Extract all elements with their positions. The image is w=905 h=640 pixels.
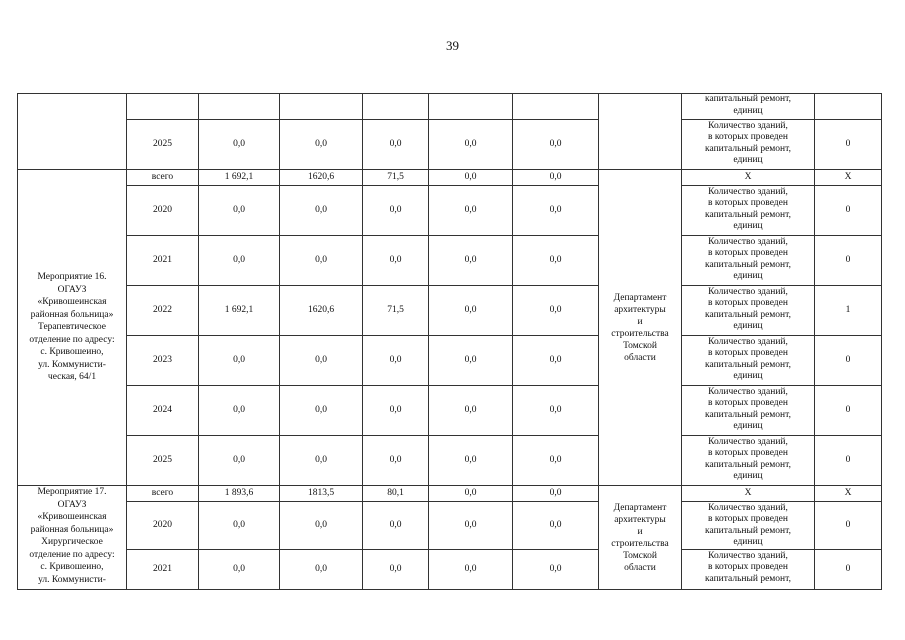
indicator-text: Количество зданий, в которых проведен капитальный ремонт, единиц (705, 120, 791, 165)
value-cell: 0,0 (513, 386, 599, 436)
indicator-text: Количество зданий, в которых проведен капитальный ремонт, единиц (705, 502, 791, 547)
target-cell: 1 (815, 286, 882, 336)
value-cell (199, 94, 280, 120)
indicator-text: Количество зданий, в которых проведен капитальный ремонт, единиц (705, 186, 791, 231)
program-table (17, 93, 882, 590)
department-cell-empty (599, 94, 682, 170)
value-cell: 0,0 (280, 236, 363, 286)
activity-17-title: Мероприятие 17. ОГАУЗ «Кривошеинская районная больница» Хирургическое отделение по адресу: с. Кривошеино, ул. Коммунисти- (18, 486, 127, 590)
value-cell: 0,0 (363, 502, 429, 550)
indicator-cell (682, 186, 815, 236)
value-cell: 0,0 (429, 486, 513, 502)
value-cell (280, 94, 363, 120)
value-cell: 0,0 (513, 550, 599, 590)
table-row (18, 550, 882, 590)
value-cell: 0,0 (429, 286, 513, 336)
value-cell: 0,0 (363, 186, 429, 236)
target-cell: 0 (815, 336, 882, 386)
indicator-text: Количество зданий, в которых проведен капитальный ремонт, единиц (705, 336, 791, 381)
year-cell: 2025 (127, 120, 199, 170)
value-cell: 1 893,6 (199, 486, 280, 502)
target-cell: 0 (815, 236, 882, 286)
activity-cell-empty (18, 94, 127, 170)
target-cell: X (815, 486, 882, 502)
value-cell (513, 94, 599, 120)
indicator-cell (682, 94, 815, 120)
value-cell: 0,0 (199, 386, 280, 436)
value-cell: 0,0 (429, 436, 513, 486)
year-cell: 2020 (127, 186, 199, 236)
value-cell: 1620,6 (280, 170, 363, 186)
table-row (18, 236, 882, 286)
indicator-cell (682, 386, 815, 436)
value-cell: 0,0 (513, 502, 599, 550)
value-cell: 0,0 (199, 120, 280, 170)
indicator-text: Количество зданий, в которых проведен капитальный ремонт, (705, 550, 791, 584)
value-cell: 0,0 (363, 236, 429, 286)
target-cell: 0 (815, 436, 882, 486)
indicator-text: Количество зданий, в которых проведен капитальный ремонт, единиц (705, 386, 791, 431)
value-cell: 0,0 (280, 386, 363, 436)
indicator-cell (682, 550, 815, 590)
indicator-text: Количество зданий, в которых проведен капитальный ремонт, единиц (705, 236, 791, 281)
indicator-text: Количество зданий, в которых проведен капитальный ремонт, единиц (705, 436, 791, 481)
value-cell: 0,0 (513, 336, 599, 386)
indicator-text: капитальный ремонт, единиц (705, 94, 791, 116)
value-cell: 0,0 (199, 550, 280, 590)
value-cell: 0,0 (429, 236, 513, 286)
target-cell (815, 94, 882, 120)
table-row (18, 120, 882, 170)
indicator-cell (682, 502, 815, 550)
year-cell: 2021 (127, 236, 199, 286)
indicator-cell (682, 236, 815, 286)
value-cell: 0,0 (429, 550, 513, 590)
value-cell: 0,0 (429, 502, 513, 550)
page-number: 39 (446, 38, 459, 53)
indicator-cell (682, 286, 815, 336)
value-cell: 0,0 (429, 170, 513, 186)
value-cell: 0,0 (363, 336, 429, 386)
year-cell: 2022 (127, 286, 199, 336)
activity-16-title: Мероприятие 16. ОГАУЗ «Кривошеинская районная больница» Терапевтическое отделение по адресу: с. Кривошеино, ул. Коммунисти- ческая, 64/1 (18, 170, 127, 486)
value-cell: 0,0 (363, 120, 429, 170)
value-cell: 0,0 (280, 120, 363, 170)
value-cell: 0,0 (280, 550, 363, 590)
value-cell: 0,0 (513, 486, 599, 502)
table-row-total (18, 486, 882, 502)
year-cell: всего (127, 486, 199, 502)
value-cell: 71,5 (363, 170, 429, 186)
value-cell: 0,0 (199, 436, 280, 486)
value-cell: 0,0 (363, 436, 429, 486)
year-cell (127, 94, 199, 120)
table-row-total (18, 170, 882, 186)
value-cell: 1 692,1 (199, 286, 280, 336)
value-cell: 0,0 (513, 170, 599, 186)
table-row (18, 186, 882, 236)
table-row (18, 386, 882, 436)
target-cell: 0 (815, 186, 882, 236)
year-cell: 2023 (127, 336, 199, 386)
target-cell: 0 (815, 502, 882, 550)
table-row (18, 436, 882, 486)
indicator-cell (682, 436, 815, 486)
value-cell: 0,0 (363, 550, 429, 590)
value-cell (363, 94, 429, 120)
year-cell: 2021 (127, 550, 199, 590)
table-body (18, 94, 882, 590)
value-cell (429, 94, 513, 120)
value-cell: 1620,6 (280, 286, 363, 336)
table-row (18, 94, 882, 120)
table-row (18, 286, 882, 336)
value-cell: 0,0 (513, 186, 599, 236)
value-cell: 0,0 (280, 336, 363, 386)
value-cell: 71,5 (363, 286, 429, 336)
department-cell: Департамент архитектуры и строительства Томской области (599, 170, 682, 486)
value-cell: 0,0 (429, 186, 513, 236)
indicator-cell (682, 120, 815, 170)
value-cell: 0,0 (280, 502, 363, 550)
value-cell: 0,0 (429, 336, 513, 386)
value-cell: 0,0 (280, 436, 363, 486)
value-cell: 0,0 (513, 236, 599, 286)
year-cell: 2020 (127, 502, 199, 550)
value-cell: 0,0 (513, 436, 599, 486)
value-cell: 0,0 (199, 502, 280, 550)
value-cell: 0,0 (199, 236, 280, 286)
year-cell: 2025 (127, 436, 199, 486)
year-cell: всего (127, 170, 199, 186)
value-cell: 0,0 (363, 386, 429, 436)
target-cell: X (815, 170, 882, 186)
value-cell: 1 692,1 (199, 170, 280, 186)
value-cell: 0,0 (280, 186, 363, 236)
value-cell: 0,0 (513, 286, 599, 336)
value-cell: 0,0 (429, 120, 513, 170)
value-cell: 0,0 (199, 186, 280, 236)
table-row (18, 502, 882, 550)
indicator-cell: X (682, 486, 815, 502)
table-row (18, 336, 882, 386)
value-cell: 1813,5 (280, 486, 363, 502)
value-cell: 80,1 (363, 486, 429, 502)
indicator-cell: X (682, 170, 815, 186)
value-cell: 0,0 (429, 386, 513, 436)
target-cell: 0 (815, 120, 882, 170)
indicator-text: Количество зданий, в которых проведен капитальный ремонт, единиц (705, 286, 791, 331)
indicator-cell (682, 336, 815, 386)
year-cell: 2024 (127, 386, 199, 436)
value-cell: 0,0 (199, 336, 280, 386)
department-cell: Департамент архитектуры и строительства Томской области (599, 486, 682, 590)
target-cell: 0 (815, 550, 882, 590)
target-cell: 0 (815, 386, 882, 436)
value-cell: 0,0 (513, 120, 599, 170)
